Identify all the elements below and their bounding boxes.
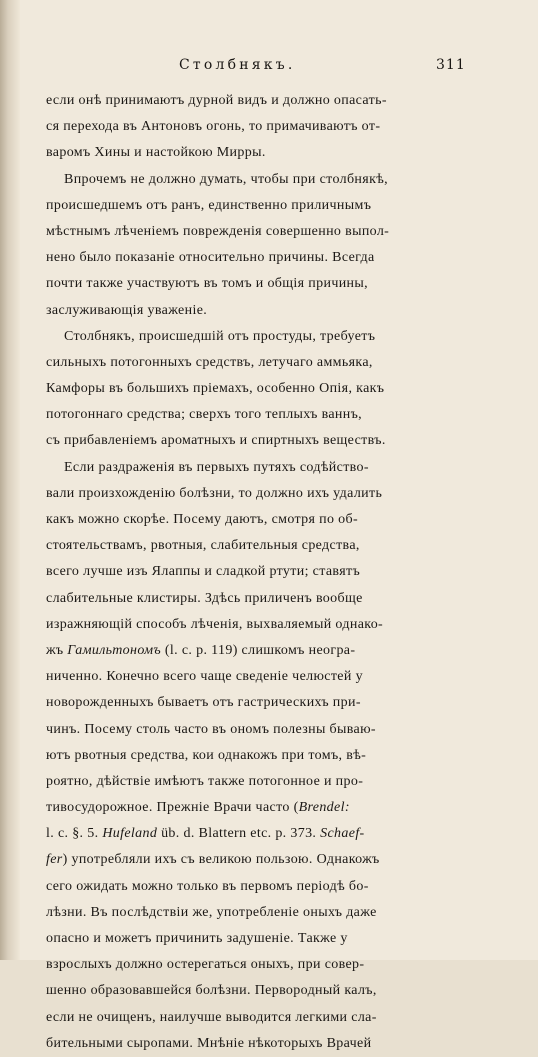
text-line: съ прибавленіемъ ароматныхъ и спиртныхъ веществъ. [46, 433, 386, 449]
text-line: ниченно. Конечно всего чаще сведеніе челюстей у [46, 669, 363, 685]
text-line: слабительные клистиры. Здѣсь приличенъ вообще [46, 590, 363, 606]
text-line: взрослыхъ должно остерегаться оныхъ, при совер- [46, 957, 365, 973]
text-line: l. c. §. 5. Hufeland üb. d. Blattern etc. p. 373. Schaef- [46, 826, 365, 842]
text-line: сильныхъ потогонныхъ средствъ, летучаго аммьяка, [46, 354, 373, 370]
italic-name: Schaef- [320, 826, 365, 842]
text-line: мѣстнымъ лѣченіемъ поврежденія совершенно выпол- [46, 223, 390, 239]
text-line: опасно и можетъ причинить задушеніе. Также у [46, 931, 348, 946]
text-line: чинъ. Посему столь часто въ ономъ полезны бываю- [46, 721, 376, 737]
text-line: тивосудорожное. Прежніе Врачи часто (Brendel: [46, 800, 350, 816]
text-line: происшедшемъ отъ ранъ, единственно приличнымъ [46, 197, 372, 213]
text-line: Камфоры въ большихъ пріемахъ, особенно Опія, какъ [46, 381, 385, 397]
text-line: заслуживающія уваженіе. [46, 302, 208, 318]
text-line: если не очищенъ, наилучше выводится легкими сла- [46, 1009, 377, 1025]
paragraph-first-line: Впрочемъ не должно думать, чтобы при столбнякѣ, [64, 171, 389, 187]
text-line: новорожденныхъ бываетъ отъ гастрическихъ при- [46, 695, 361, 711]
text-line: варомъ Хины и настойкою Мирры. [46, 145, 266, 161]
page-number: 311 [436, 57, 466, 73]
text-line: изражняющій способъ лѣченія, выхваляемый однако- [46, 616, 384, 632]
text-line: стоятельствамъ, рвотныя, слабительныя средства, [46, 538, 360, 554]
text-line: лѣзни. Въ послѣдствіи же, употребленіе оныхъ даже [46, 904, 377, 920]
running-head [0, 57, 538, 79]
text-line: всего лучше изъ Ялаппы и сладкой ртути; ставятъ [46, 564, 361, 580]
text-line: бительными сыропами. Мнѣніе нѣкоторыхъ Врачей [46, 1035, 372, 1051]
text-line: шенно образовавшейся болѣзни. Первородный калъ, [46, 983, 377, 999]
italic-name: fer [46, 852, 63, 868]
paragraph-first-line: Столбнякъ, происшедшій отъ простуды, требуетъ [64, 328, 376, 344]
italic-name: Hufeland [102, 826, 158, 842]
paragraph-first-line: Если раздраженія въ первыхъ путяхъ содѣйство- [64, 459, 369, 475]
text-line: потогоннаго средства; сверхъ того теплыхъ ваннъ, [46, 407, 363, 423]
text-line: почти также участвуютъ въ томъ и общія причины, [46, 276, 368, 292]
text-line: жъ Гамильтономъ (l. c. p. 119) слишкомъ неогра- [46, 642, 356, 658]
text-line: fer) употребляли ихъ съ великою пользою. Однакожъ [46, 852, 380, 868]
body-text [46, 88, 470, 1057]
italic-name: Brendel: [298, 800, 350, 816]
text-line: какъ можно скорѣе. Посему даютъ, смотря по об- [46, 512, 359, 527]
text-line: ся перехода въ Антоновъ огонь, то примачиваютъ от- [46, 119, 381, 135]
text-line: ютъ рвотныя средства, кои однакожъ при томъ, вѣ- [46, 747, 367, 763]
italic-name: Гамильтономъ [67, 642, 162, 658]
running-head-title: Столбнякъ. [179, 57, 296, 73]
page-binding-shadow [0, 0, 20, 960]
text-line: нено было показаніе относительно причины. Всегда [46, 250, 375, 266]
text-line: роятно, дѣйствіе имѣютъ также потогонное и про- [46, 773, 364, 789]
text-line: сего ожидать можно только въ первомъ періодѣ бо- [46, 878, 369, 894]
text-line: вали произхожденію болѣзни, то должно ихъ удалить [46, 485, 383, 501]
text-line: если онѣ принимаютъ дурной видъ и должно опасать- [46, 93, 387, 108]
